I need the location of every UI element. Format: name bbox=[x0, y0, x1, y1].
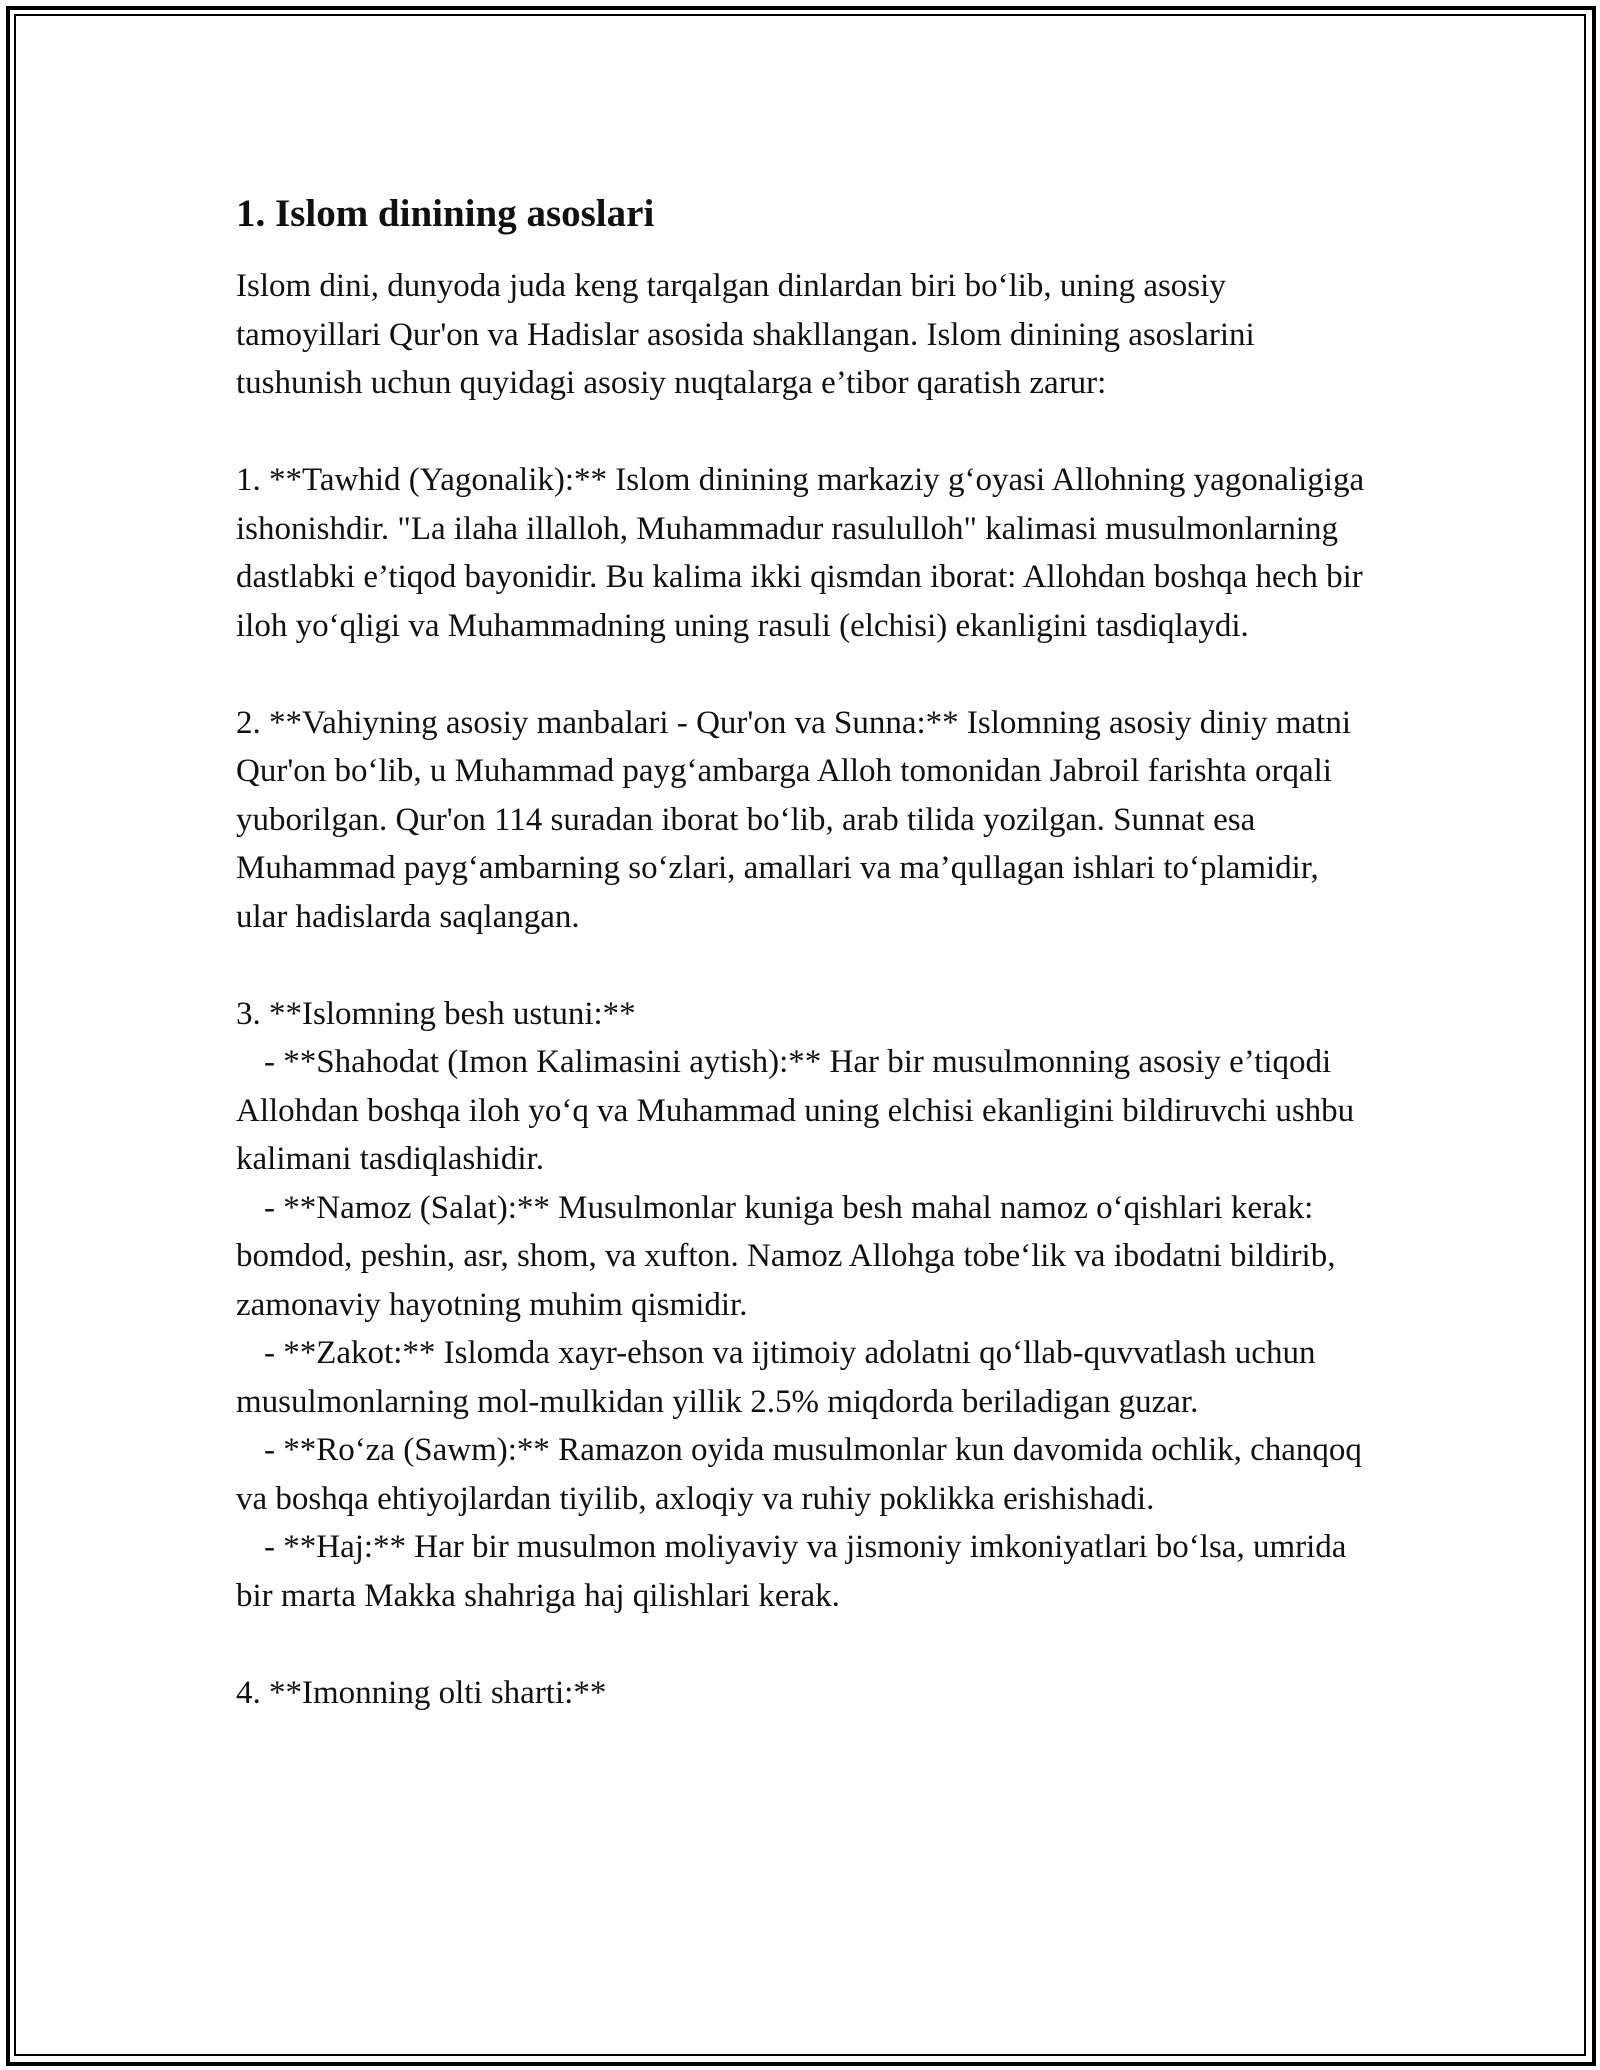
point-six-conditions: 4. **Imonning olti sharti:** bbox=[236, 1674, 607, 1711]
paragraph-gap bbox=[236, 408, 1366, 457]
paragraph-gap bbox=[236, 941, 1366, 990]
intro-paragraph: Islom dini, dunyoda juda keng tarqalgan dinlardan biri bo‘lib, uning asosiy tamoyillari Qur'on va Hadislar asosida shakllangan. Islom dinining asoslarini tushunish uchun quyidagi asosiy nuqtalarga e’tibor qaratish zarur: bbox=[236, 268, 1255, 401]
point-five-pillars: 3. **Islomning besh ustuni:** bbox=[236, 995, 636, 1032]
document-body bbox=[236, 186, 1366, 1717]
pillar-shahodat: - **Shahodat (Imon Kalimasini aytish):** Har bir musulmonning asosiy e’tiqodi Allohdan boshqa iloh yo‘q va Muhammad uning elchisi ekanligini bildiruvchi ushbu kalimani tasdiqlashidir. bbox=[236, 1044, 1355, 1177]
pillar-roza: - **Ro‘za (Sawm):** Ramazon oyida musulmonlar kun davomida ochlik, chanqoq va boshqa ehtiyojlardan tiyilib, axloqiy va ruhiy poklikka erishishadi. bbox=[236, 1432, 1362, 1517]
pillar-zakot: - **Zakot:** Islomda xayr-ehson va ijtimoiy adolatni qo‘llab-quvvatlash uchun musulmonlarning mol-mulkidan yillik 2.5% miqdorda beriladigan guzar. bbox=[236, 1335, 1316, 1420]
pillar-namoz: - **Namoz (Salat):** Musulmonlar kuniga besh mahal namoz o‘qishlari kerak: bomdod, peshin, asr, shom, va xufton. Namoz Allohga tobe‘lik va ibodatni bildirib, zamonaviy hayotning muhim qismidir. bbox=[236, 1189, 1336, 1323]
paragraph-gap bbox=[236, 1620, 1366, 1669]
point-revelation-sources: 2. **Vahiyning asosiy manbalari - Qur'on va Sunna:** Islomning asosiy diniy matni Qur'on bo‘lib, u Muhammad payg‘ambarga Alloh tomonidan Jabroil farishta orqali yuborilgan. Qur'on 114 suradan iborat bo‘lib, arab tilida yozilgan. Sunnat esa Muhammad payg‘ambarning so‘zlari, amallari va ma’qullagan ishlari to‘plamidir, ular hadislarda saqlangan. bbox=[236, 704, 1351, 935]
pillar-haj: - **Haj:** Har bir musulmon moliyaviy va jismoniy imkoniyatlari bo‘lsa, umrida bir marta Makka shahriga haj qilishlari kerak. bbox=[236, 1529, 1347, 1614]
paragraph-gap bbox=[236, 650, 1366, 699]
point-tawhid: 1. **Tawhid (Yagonalik):** Islom dinining markaziy g‘oyasi Allohning yagonaligiga ishonishdir. "La ilaha illalloh, Muhammadur rasululloh" kalimasi musulmonlarning dastlabki e’tiqod bayonidir. Bu kalima ikki qismdan iborat: Allohdan boshqa hech bir iloh yo‘qligi va Muhammadning uning rasuli (elchisi) ekanligini tasdiqlaydi. bbox=[236, 462, 1365, 644]
page-title: 1. Islom dinining asoslari bbox=[236, 192, 655, 235]
